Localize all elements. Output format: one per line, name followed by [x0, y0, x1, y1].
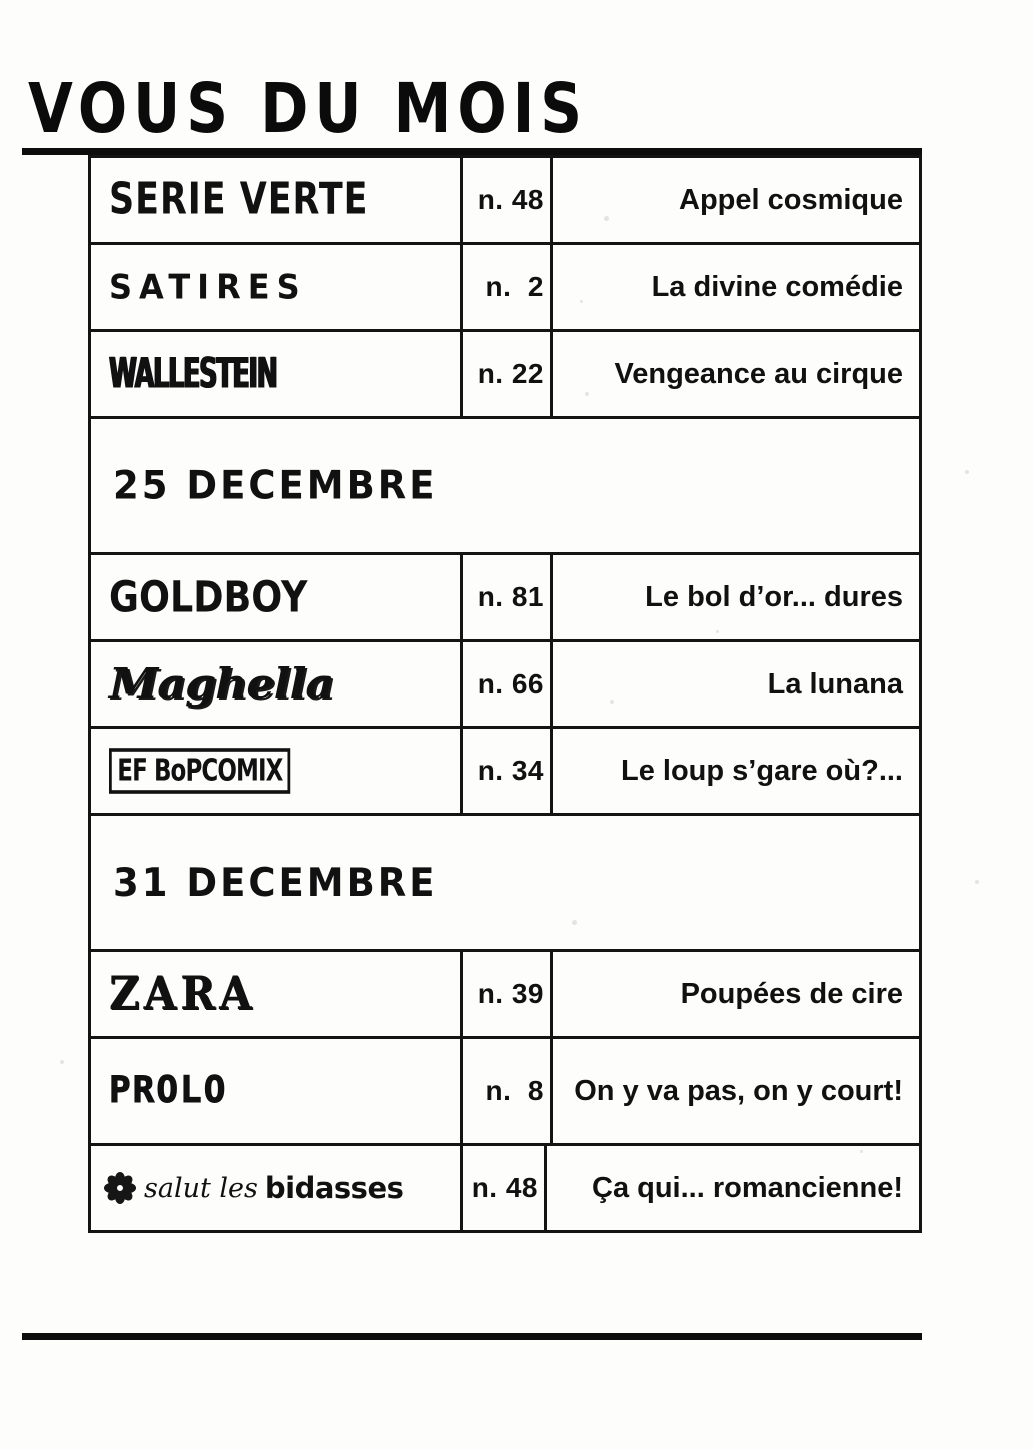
series-logo-satires: SATIRES [109, 267, 307, 307]
issue-title: Le bol d’or... dures [645, 580, 903, 613]
series-logo-goldboy: GOLDBOY [109, 572, 308, 622]
issue-number: n. 48 [463, 1146, 547, 1230]
series-cell [91, 729, 463, 813]
series-cell [91, 555, 463, 639]
speckle [60, 1060, 64, 1064]
series-logo-efbopcomix: EF BoPCOMIX [109, 748, 291, 794]
issue-title: Le loup s’gare où?... [621, 754, 903, 787]
issue-number: n. 22 [463, 332, 553, 416]
series-cell [91, 245, 463, 329]
series-cell [91, 952, 463, 1036]
issue-number: n. 34 [463, 729, 553, 813]
issue-number: n. 2 [463, 245, 553, 329]
table-row[interactable] [88, 555, 922, 642]
issue-number: n. 48 [463, 158, 553, 242]
page-title: VOUS DU MOIS [28, 68, 589, 149]
series-logo-serie-verte: SERIE VERTE [109, 174, 369, 225]
series-cell [91, 1039, 463, 1143]
flower-icon [103, 1171, 137, 1205]
table-row[interactable] [88, 952, 922, 1039]
speckle [965, 470, 969, 474]
date-label: 25 DECEMBRE [113, 462, 438, 509]
table-row[interactable] [88, 642, 922, 729]
issue-title: Ça qui... romancienne! [592, 1171, 903, 1204]
table-row[interactable] [88, 332, 922, 419]
issue-number: n. 66 [463, 642, 553, 726]
issue-number: n. 8 [463, 1039, 553, 1143]
issue-title: On y va pas, on y court! [574, 1074, 903, 1107]
table-row[interactable] [88, 1146, 922, 1233]
series-logo-maghella: Maghella [109, 659, 334, 708]
series-logo-zara: ZARA [109, 967, 256, 1020]
series-cell [91, 158, 463, 242]
series-logo-wallestein: WALLESTEIN [109, 349, 277, 398]
speckle [975, 880, 979, 884]
table-row[interactable] [88, 155, 922, 245]
schedule-table [88, 155, 922, 1233]
issue-title: La divine comédie [651, 270, 903, 303]
divider-top [22, 148, 922, 155]
date-header-31-decembre [88, 816, 922, 952]
series-logo-salut-les-bidasses [103, 1171, 403, 1205]
issue-title: Appel cosmique [679, 183, 903, 216]
series-logo-script-part: salut les [144, 1172, 258, 1204]
issue-number: n. 81 [463, 555, 553, 639]
table-row[interactable] [88, 729, 922, 816]
table-row[interactable] [88, 1039, 922, 1146]
issue-number: n. 39 [463, 952, 553, 1036]
series-cell [91, 332, 463, 416]
issue-title: La lunana [767, 667, 903, 700]
date-label: 31 DECEMBRE [113, 859, 438, 906]
series-logo-prolo: PROLO [109, 1069, 228, 1112]
issue-title: Poupées de cire [680, 977, 903, 1010]
series-cell [91, 642, 463, 726]
date-header-25-decembre [88, 419, 922, 555]
table-row[interactable] [88, 245, 922, 332]
series-logo-bold-part: bidasses [264, 1170, 404, 1205]
series-cell [91, 1146, 463, 1230]
divider-bottom [22, 1333, 922, 1340]
issue-title: Vengeance au cirque [614, 357, 903, 390]
